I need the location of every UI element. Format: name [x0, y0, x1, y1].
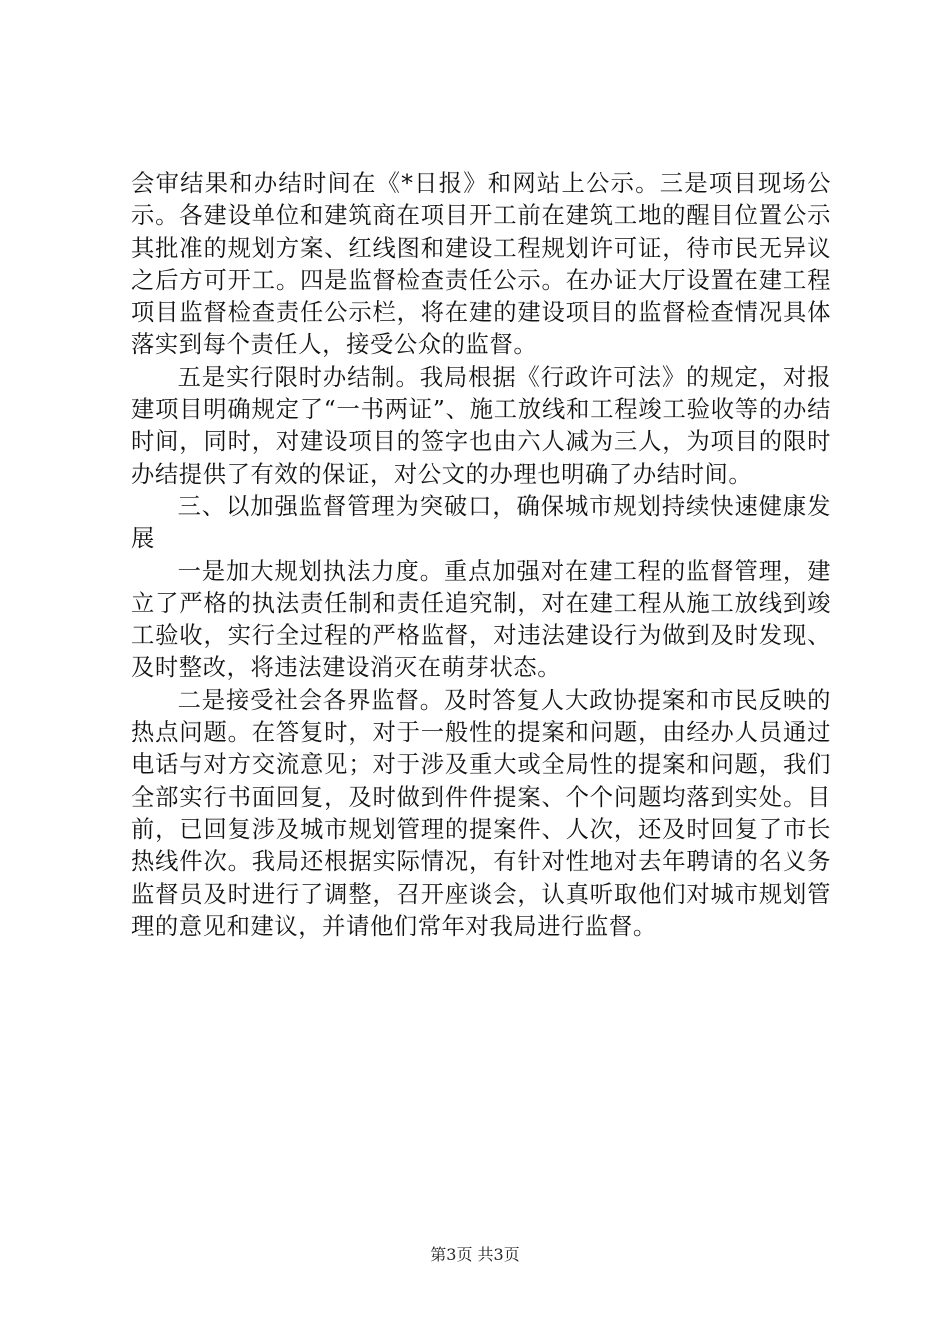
paragraph-supervision: 二是接受社会各界监督。及时答复人大政协提案和市民反映的热点问题。在答复时，对于一般性的提案和问题，由经办人员通过电话与对方交流意见；对于涉及重大或全局性的提案和问题，我们全部实行书面回复，及时做到件件提案、个个问题均落到实处。目前，已回复涉及城市规划管理的提案件、人次，还及时回复了市长热线件次。我局还根据实际情况，有针对性地对去年聘请的名义务监督员及时进行了调整，召开座谈会，认真听取他们对城市规划管理的意见和建议，并请他们常年对我局进行监督。	[131, 686, 831, 940]
paragraph-time-limit: 五是实行限时办结制。我局根据《行政许可法》的规定，对报建项目明确规定了“一书两证”、施工放线和工程竣工验收等的办结时间，同时，对建设项目的签字也由六人减为三人，为项目的限时办结提供了有效的保证，对公文的办理也明确了办结时间。	[131, 363, 831, 488]
paragraph-continuation: 会审结果和办结时间在《*日报》和网站上公示。三是项目现场公示。各建设单位和建筑商在项目开工前在建筑工地的醒目位置公示其批准的规划方案、红线图和建设工程规划许可证，待市民无异议之后方可开工。四是监督检查责任公示。在办证大厅设置在建工程项目监督检查责任公示栏，将在建的建设项目的监督检查情况具体落实到每个责任人，接受公众的监督。	[131, 170, 831, 359]
section-heading: 三、以加强监督管理为突破口，确保城市规划持续快速健康发展	[131, 492, 831, 553]
document-body	[131, 168, 831, 943]
paragraph-enforcement: 一是加大规划执法力度。重点加强对在建工程的监督管理，建立了严格的执法责任制和责任追究制，对在建工程从施工放线到竣工验收，实行全过程的严格监督，对违法建设行为做到及时发现、及时整改，将违法建设消灭在萌芽状态。	[131, 557, 831, 682]
page-number-footer: 第3页 共3页	[430, 1245, 520, 1264]
